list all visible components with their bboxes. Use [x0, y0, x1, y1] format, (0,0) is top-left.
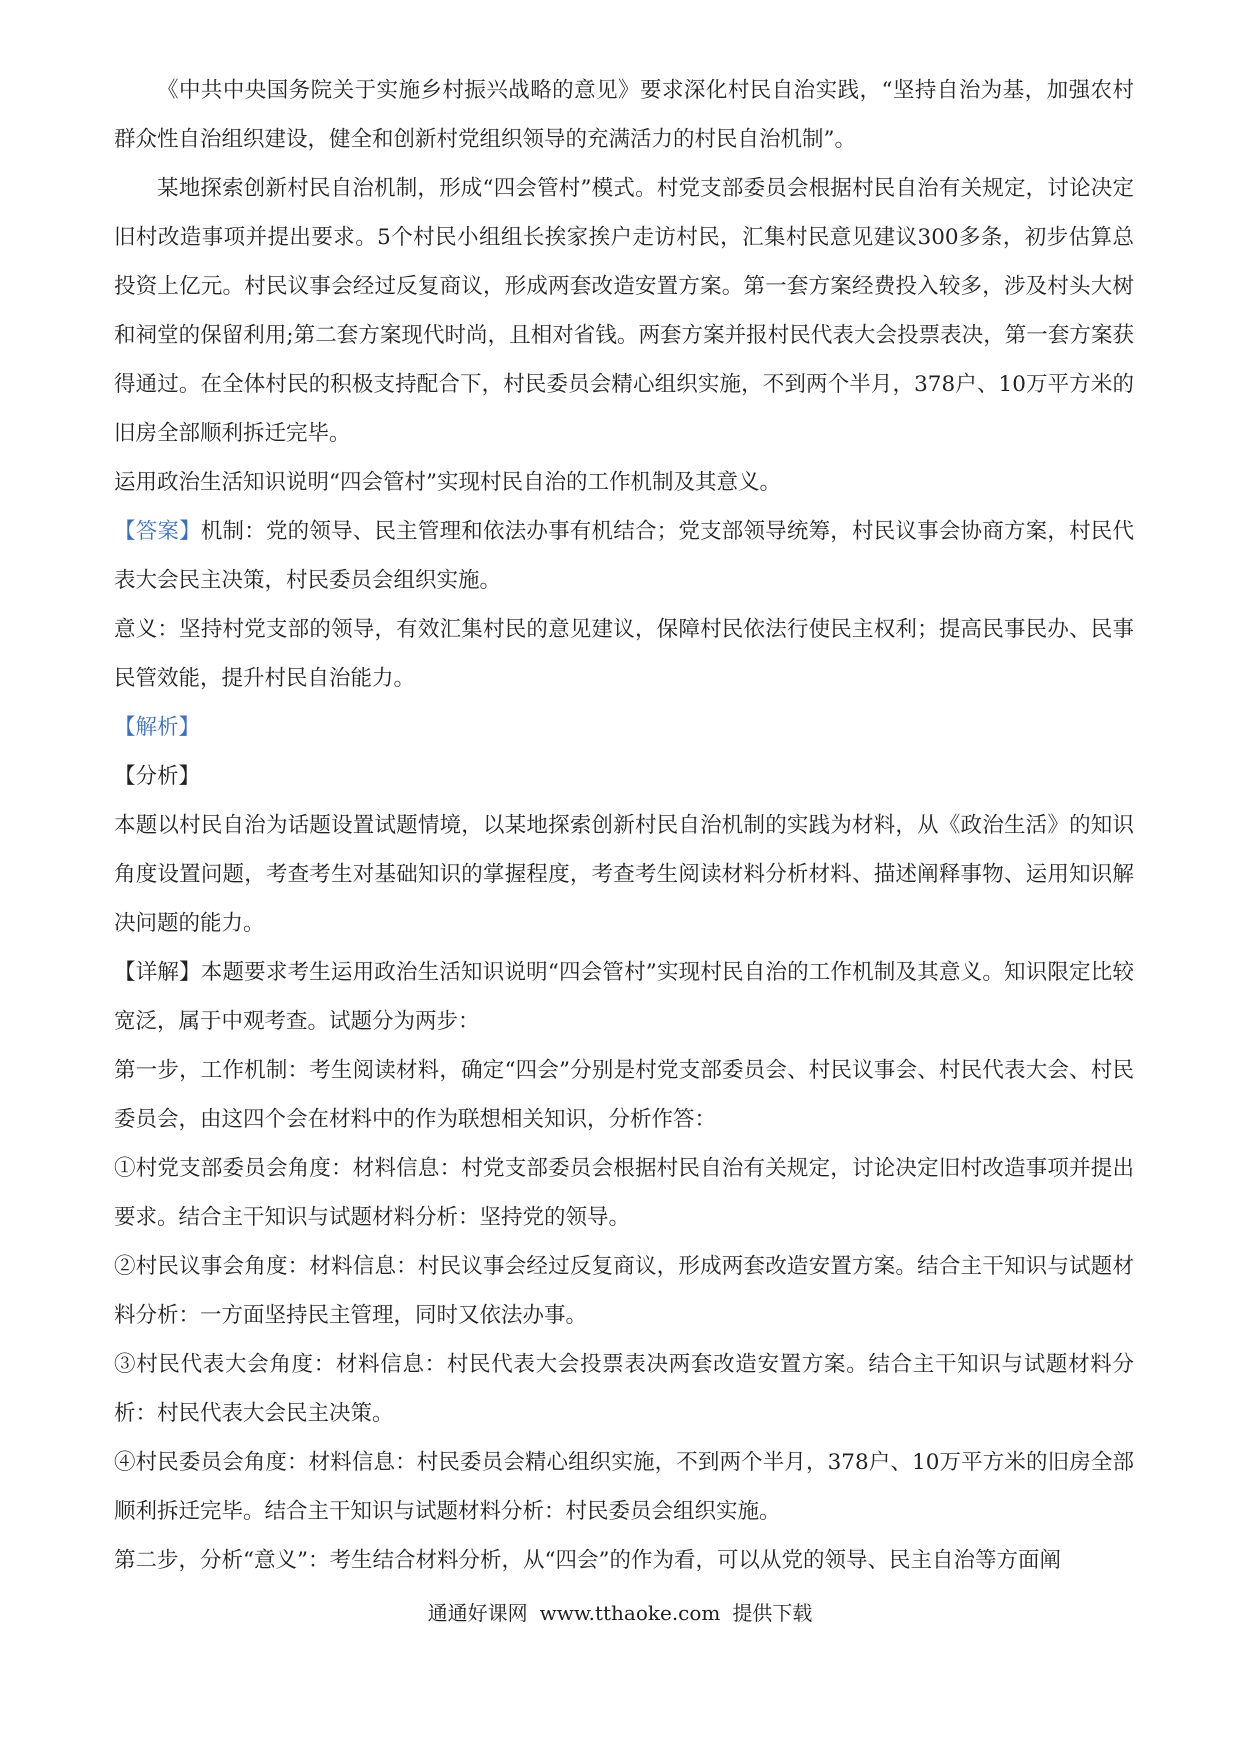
answer-significance: 意义：坚持村党支部的领导，有效汇集村民的意见建议，保障村民依法行使民主权利；提高民事民办、民事民管效能，提升村民自治能力。 — [114, 617, 1134, 691]
xiangjie-paragraph — [114, 948, 1134, 1046]
answer-mechanism — [114, 507, 1134, 605]
list-item-4: ④村民委员会角度：材料信息：村民委员会精心组织实施，不到两个半月，378户、10万平方米的旧房全部顺利拆迁完毕。结合主干知识与试题材料分析：村民委员会组织实施。 — [114, 1450, 1134, 1524]
list-item-2: ②村民议事会角度：材料信息：村民议事会经过反复商议，形成两套改造安置方案。结合主干知识与试题材料分析：一方面坚持民主管理，同时又依法办事。 — [114, 1254, 1134, 1328]
material-paragraph-2: 某地探索创新村民自治机制，形成“四会管村”模式。村党支部委员会根据村民自治有关规定，讨论决定旧村改造事项并提出要求。5个村民小组组长挨家挨户走访村民，汇集村民意见建议300多条，初步估算总投资上亿元。村民议事会经过反复商议，形成两套改造安置方案。第一套方案经费投入较多，涉及村头大树和祠堂的保留利用;第二套方案现代时尚，且相对省钱。两套方案并报村民代表大会投票表决，第一套方案获得通过。在全体村民的积极支持配合下，村民委员会精心组织实施，不到两个半月，378户、10万平方米的旧房全部顺利拆迁完毕。 — [114, 176, 1134, 446]
list-item-3: ③村民代表大会角度：材料信息：村民代表大会投票表决两套改造安置方案。结合主干知识与试题材料分析：村民代表大会民主决策。 — [114, 1352, 1134, 1426]
footer-url[interactable]: www.tthaoke.com — [539, 1601, 721, 1625]
document-body — [114, 66, 1134, 1585]
fenxi-text: 本题以村民自治为话题设置试题情境，以某地探索创新村民自治机制的实践为材料，从《政治生活》的知识角度设置问题，考查考生对基础知识的掌握程度，考查考生阅读材料分析材料、描述阐释事物、运用知识解决问题的能力。 — [114, 813, 1134, 936]
fenxi-heading: 【分析】 — [114, 764, 201, 789]
footer-suffix: 提供下载 — [732, 1601, 813, 1625]
step-2: 第二步，分析“意义”：考生结合材料分析，从“四会”的作为看，可以从党的领导、民主自治等方面阐 — [114, 1548, 1061, 1573]
step-1: 第一步，工作机制：考生阅读材料，确定“四会”分别是村党支部委员会、村民议事会、村民代表大会、村民委员会，由这四个会在材料中的作为联想相关知识，分析作答： — [114, 1058, 1134, 1132]
list-item-1: ①村党支部委员会角度：材料信息：村党支部委员会根据村民自治有关规定，讨论决定旧村改造事项并提出要求。结合主干知识与试题材料分析：坚持党的领导。 — [114, 1156, 1134, 1230]
answer-tag: 【答案】 — [114, 519, 201, 544]
footer-site-name: 通通好课网 — [427, 1601, 528, 1625]
answer-mechanism-text: 机制：党的领导、民主管理和依法办事有机结合；党支部领导统筹，村民议事会协商方案，村民代表大会民主决策，村民委员会组织实施。 — [114, 519, 1134, 593]
page-footer — [0, 1597, 1240, 1626]
analysis-heading — [114, 703, 1134, 752]
xiangjie-text: 本题要求考生运用政治生活知识说明“四会管村”实现村民自治的工作机制及其意义。知识限定比较宽泛，属于中观考查。试题分为两步： — [114, 960, 1134, 1034]
material-paragraph-1: 《中共中央国务院关于实施乡村振兴战略的意见》要求深化村民自治实践，“坚持自治为基，加强农村群众性自治组织建设，健全和创新村党组织领导的充满活力的村民自治机制”。 — [114, 78, 1134, 152]
question-text: 运用政治生活知识说明“四会管村”实现村民自治的工作机制及其意义。 — [114, 470, 781, 495]
analysis-tag: 【解析】 — [114, 715, 201, 740]
xiangjie-tag: 【详解】 — [114, 960, 201, 985]
